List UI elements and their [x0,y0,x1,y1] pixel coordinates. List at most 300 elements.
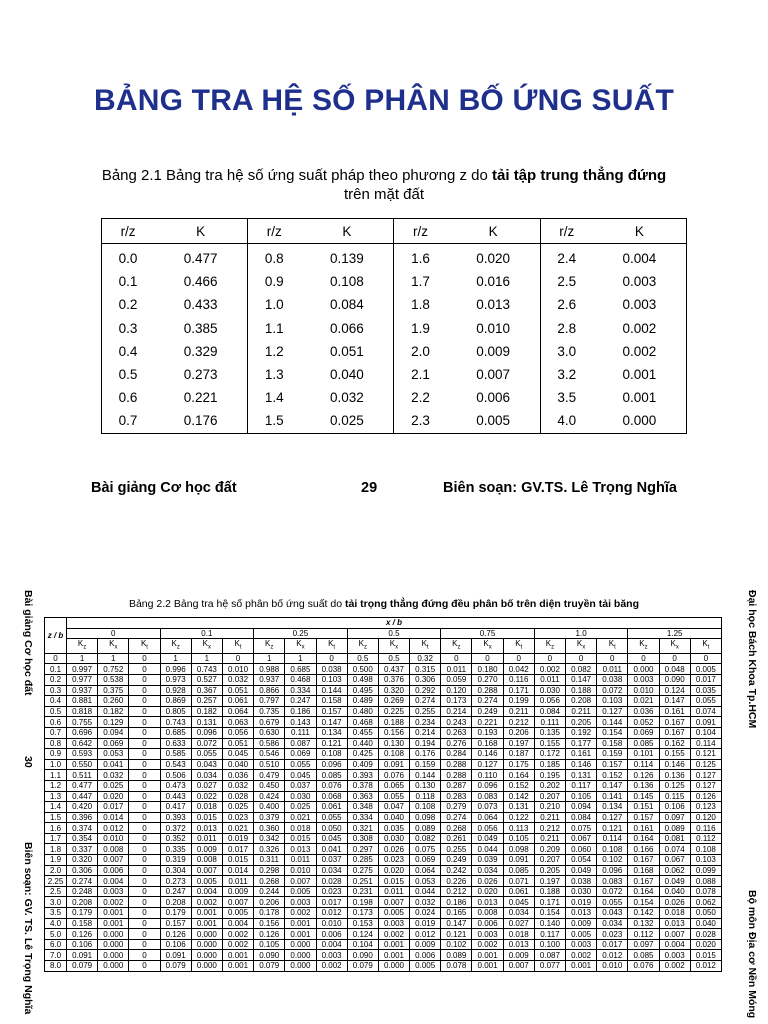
cell-value: 0.061 [503,886,534,897]
cell-value: 0.006 [316,929,347,940]
table-row [45,749,722,760]
cell-value: 0.067 [659,855,690,866]
cell-value: 0.023 [378,855,409,866]
cell-value: 0.038 [597,674,628,685]
cell-value: 0.075 [410,844,441,855]
table-row [45,961,722,972]
cell-value: 0.040 [222,759,253,770]
cell-value: 0.360 [254,823,285,834]
cell-value: 0.188 [378,717,409,728]
cell-zb: 7.0 [45,950,67,961]
cell-value: 0.103 [597,696,628,707]
cell-zb: 1.4 [45,802,67,813]
cell-value: 0.011 [222,876,253,887]
cell-k: 0.477 [154,244,248,271]
cell-value: 0 [129,738,160,749]
cell-value: 0.043 [191,759,222,770]
cell-value: 0.038 [316,664,347,675]
cell-value: 0.005 [378,908,409,919]
cell-value: 0.211 [566,706,597,717]
cell-value: 0.188 [534,886,565,897]
cell-value: 0.098 [503,844,534,855]
cell-rz: 1.8 [411,297,430,313]
cell-value: 0.019 [410,918,441,929]
cell-value: 0.023 [316,886,347,897]
cell-value: 0.007 [222,897,253,908]
cell-value: 0.131 [191,717,222,728]
cell-value: 0.287 [441,780,472,791]
cell-value: 0.145 [628,791,659,802]
cell-value: 0.342 [254,833,285,844]
cell-value: 0.158 [67,918,98,929]
cell-value: 0.048 [659,664,690,675]
cell-zb: 0.2 [45,674,67,685]
cell-value: 0.546 [254,749,285,760]
cell-value: 0.044 [472,844,503,855]
cell-value: 0.002 [378,929,409,940]
cell-value: 0.147 [316,717,347,728]
cell-value: 1 [67,653,98,664]
cell-value: 0.076 [628,961,659,972]
cell-value: 0.003 [566,939,597,950]
cell-value: 0.012 [316,908,347,919]
cell-value: 0.007 [98,855,129,866]
cell-value: 0.064 [410,865,441,876]
cell-value: 0.072 [191,738,222,749]
cell-value: 0.121 [316,738,347,749]
cell-value: 0.106 [160,939,191,950]
header-coefficient: $K_z$ [347,639,378,654]
table-row [45,717,722,728]
cell-value: 0 [316,653,347,664]
cell-value: 0 [129,791,160,802]
cell-value: 0.036 [628,706,659,717]
cell-value: 0.275 [347,865,378,876]
footer-page-number: 29 [361,480,378,496]
cell-value: 0.024 [410,908,441,919]
header-xb: x / b [67,618,722,629]
cell-value: 0.038 [566,876,597,887]
table-row [45,696,722,707]
cell-value: 0.000 [98,939,129,950]
side-author-label: Biên soạn: GV. TS. Lê Trọng Nghĩa [22,842,34,1015]
cell-zb: 1.9 [45,855,67,866]
cell-rz: 4.0 [540,409,593,433]
header-xb-value: 1.25 [628,628,722,639]
cell-value: 0.018 [285,823,316,834]
table-row [45,674,722,685]
cell-value: 0.179 [160,908,191,919]
table2-caption-bold: tải trọng thẳng đứng đều phân bố trên diện truyền tải băng [345,598,640,610]
cell-value: 0.735 [254,706,285,717]
header-rz: r/z [102,219,155,244]
cell-value: 0.103 [316,674,347,685]
cell-value: 0.249 [472,706,503,717]
cell-value: 0.306 [67,865,98,876]
header-coefficient: $K_x$ [285,639,316,654]
cell-value: 0.001 [472,961,503,972]
cell-value: 0.881 [67,696,98,707]
cell-value: 0.102 [597,855,628,866]
cell-value: 0.165 [441,908,472,919]
cell-value: 0.135 [534,727,565,738]
cell-value: 0.015 [690,950,721,961]
cell-value: 0.167 [659,727,690,738]
cell-value: 0.206 [254,897,285,908]
cell-value: 0.000 [191,950,222,961]
cell-value: 0.009 [503,950,534,961]
cell-value: 0.206 [503,727,534,738]
cell-k: 0.221 [154,386,248,409]
table-row [45,770,722,781]
cell-value: 0.042 [503,664,534,675]
cell-value: 0.011 [534,674,565,685]
cell-value: 0.212 [503,717,534,728]
cell-value: 0.000 [285,950,316,961]
cell-value: 0.375 [98,685,129,696]
cell-value: 0.008 [98,844,129,855]
cell-value: 0.147 [597,780,628,791]
cell-value: 0.064 [472,812,503,823]
header-rz: r/z [540,219,593,244]
header-k: K [300,219,394,244]
cell-value: 0 [129,749,160,760]
cell-value: 0.283 [441,791,472,802]
cell-value: 0 [129,855,160,866]
cell-k: 0.001 [593,386,687,409]
cell-value: 0.041 [98,759,129,770]
cell-value: 0.231 [347,886,378,897]
cell-value: 0.000 [285,961,316,972]
cell-value: 0.818 [67,706,98,717]
cell-value: 0.089 [659,823,690,834]
table-row [102,317,687,340]
cell-value: 0.255 [410,706,441,717]
cell-value: 0.063 [222,717,253,728]
cell-value: 0.121 [690,749,721,760]
cell-value: 0.006 [410,950,441,961]
table-row [102,293,687,316]
cell-value: 0 [129,717,160,728]
footer-course: Bài giảng Cơ học đất [91,480,237,496]
cell-k: 0.003 [593,270,687,293]
cell-value: 0.001 [285,929,316,940]
cell-value: 0.003 [659,950,690,961]
cell-value: 0.147 [441,918,472,929]
header-coefficient: $K_x$ [98,639,129,654]
cell-k: 0.001 [593,363,687,386]
table-row [45,823,722,834]
cell-rz: 2.4 [557,251,577,267]
cell-value: 0.108 [378,749,409,760]
cell-value: 0.055 [285,759,316,770]
cell-value: 0.027 [503,918,534,929]
cell-value: 0 [129,696,160,707]
cell-value: 0.002 [566,950,597,961]
cell-value: 0.167 [628,855,659,866]
cell-k: 0.005 [447,409,541,433]
cell-value: 0.120 [441,685,472,696]
cell-value: 0.005 [222,908,253,919]
header-coefficient: $K_x$ [659,639,690,654]
cell-value: 0.076 [316,780,347,791]
cell-value: 0.060 [566,844,597,855]
cell-value: 0.003 [472,929,503,940]
cell-value: 0.011 [285,855,316,866]
cell-value: 0.094 [98,727,129,738]
cell-value: 0.073 [472,802,503,813]
cell-value: 0.187 [503,749,534,760]
cell-value: 0.500 [347,664,378,675]
cell-k: 0.002 [593,340,687,363]
cell-value: 0 [503,653,534,664]
cell-value: 0.032 [222,674,253,685]
cell-value: 0.171 [534,897,565,908]
cell-value: 0.012 [690,961,721,972]
cell-value: 0.021 [285,812,316,823]
cell-value: 0.176 [410,749,441,760]
cell-value: 0.166 [628,844,659,855]
header-xb-value: 0.75 [441,628,535,639]
cell-value: 0.118 [410,791,441,802]
cell-value: 0.127 [690,780,721,791]
cell-value: 0.049 [566,865,597,876]
cell-value: 0.000 [98,929,129,940]
cell-value: 0.125 [690,759,721,770]
cell-value: 0.214 [441,706,472,717]
cell-value: 0.642 [67,738,98,749]
table-row [45,918,722,929]
cell-value: 0.002 [222,929,253,940]
cell-value: 0.168 [628,865,659,876]
cell-rz: 2.1 [411,367,430,383]
cell-value: 0.112 [690,833,721,844]
header-xb-value: 0.25 [254,628,348,639]
cell-value: 0.018 [191,802,222,813]
cell-value: 0.055 [316,812,347,823]
cell-value: 0.5 [347,653,378,664]
cell-value: 0.127 [472,759,503,770]
cell-zb: 0.5 [45,706,67,717]
cell-value: 0.040 [659,886,690,897]
cell-value: 0.000 [191,961,222,972]
cell-value: 0.049 [659,876,690,887]
cell-k: 0.176 [154,409,248,433]
cell-value: 0.010 [316,918,347,929]
cell-value: 0.157 [628,812,659,823]
cell-value: 0.134 [597,802,628,813]
cell-zb: 2.25 [45,876,67,887]
cell-value: 0.263 [441,727,472,738]
cell-value: 0.087 [534,950,565,961]
cell-value: 0.156 [378,727,409,738]
cell-zb: 2.0 [45,865,67,876]
cell-value: 0.32 [410,653,441,664]
cell-rz: 1.4 [264,390,284,406]
cell-value: 0.013 [566,908,597,919]
table-row [45,876,722,887]
cell-value: 0.123 [690,802,721,813]
cell-value: 0.180 [472,664,503,675]
cell-value: 0.013 [503,939,534,950]
cell-value: 0.111 [285,727,316,738]
strip-load-table [44,617,722,972]
cell-zb: 2.5 [45,886,67,897]
cell-value: 0.251 [347,876,378,887]
cell-zb: 1.8 [45,844,67,855]
cell-value: 0.071 [503,876,534,887]
cell-value: 0.311 [254,855,285,866]
cell-value: 0 [690,653,721,664]
cell-value: 0.089 [441,950,472,961]
cell-value: 0.132 [628,918,659,929]
cell-zb: 1.5 [45,812,67,823]
cell-value: 0.032 [410,897,441,908]
cell-value: 0.059 [441,674,472,685]
cell-rz: 1.6 [411,251,430,267]
cell-zb: 6.0 [45,939,67,950]
header-coefficient: $K_t$ [503,639,534,654]
cell-value: 0 [129,844,160,855]
cell-value: 0.157 [316,706,347,717]
cell-value: 0.140 [534,918,565,929]
cell-value: 0.192 [566,727,597,738]
cell-value: 0.104 [347,939,378,950]
cell-value: 0.247 [285,696,316,707]
cell-value: 0.337 [67,844,98,855]
header-coefficient: $K_x$ [191,639,222,654]
cell-value: 0.025 [98,780,129,791]
cell-value: 0.056 [472,823,503,834]
cell-k: 0.108 [300,270,394,293]
cell-value: 0.075 [566,823,597,834]
cell-value: 0.151 [628,802,659,813]
cell-value: 0.034 [191,770,222,781]
cell-value: 0.134 [316,727,347,738]
cell-rz: 1.5 [248,409,301,433]
cell-value: 0.096 [316,759,347,770]
cell-value: 0.937 [67,685,98,696]
cell-value: 0.017 [222,844,253,855]
cell-value: 0.045 [222,749,253,760]
cell-value: 0.020 [472,886,503,897]
cell-value: 0.450 [254,780,285,791]
cell-zb: 0.6 [45,717,67,728]
cell-value: 0.010 [628,685,659,696]
cell-value: 1 [191,653,222,664]
cell-value: 0.006 [472,918,503,929]
cell-value: 0.052 [628,717,659,728]
cell-rz: 0.9 [264,274,284,290]
cell-value: 0.117 [566,780,597,791]
cell-value: 0.937 [254,674,285,685]
cell-value: 0.083 [472,791,503,802]
cell-value: 0.506 [160,770,191,781]
cell-value: 0.226 [441,876,472,887]
cell-value: 0 [129,727,160,738]
table1-header-row [102,219,687,244]
cell-value: 0.072 [597,886,628,897]
cell-value: 0 [129,929,160,940]
cell-value: 0.221 [472,717,503,728]
table-row [102,363,687,386]
table-row [45,759,722,770]
cell-value: 0.034 [597,918,628,929]
cell-value: 0.152 [597,770,628,781]
cell-value: 0.409 [347,759,378,770]
cell-value: 0.103 [690,855,721,866]
cell-k: 0.020 [447,244,541,271]
cell-value: 0.124 [659,685,690,696]
cell-value: 0.002 [285,908,316,919]
cell-value: 0.208 [67,897,98,908]
cell-rz: 2.8 [557,320,577,336]
cell-value: 0.374 [67,823,98,834]
cell-value: 0.005 [410,961,441,972]
cell-value: 0.379 [254,812,285,823]
cell-value: 0.083 [597,876,628,887]
cell-value: 0.208 [160,897,191,908]
cell-value: 0.144 [316,685,347,696]
cell-value: 0.195 [534,770,565,781]
cell-value: 0.055 [191,749,222,760]
cell-k: 0.007 [447,363,541,386]
cell-zb: 1.0 [45,759,67,770]
table-row [102,386,687,409]
cell-value: 0.047 [378,802,409,813]
cell-value: 0.155 [659,749,690,760]
cell-value: 0.076 [378,770,409,781]
cell-value: 0.007 [659,929,690,940]
cell-value: 0 [129,685,160,696]
cell-value: 0.498 [347,674,378,685]
cell-value: 0.067 [566,833,597,844]
cell-value: 0.585 [160,749,191,760]
cell-value: 0.175 [503,759,534,770]
cell-value: 0.085 [628,738,659,749]
cell-zb: 3.0 [45,897,67,908]
cell-value: 0.209 [534,844,565,855]
cell-value: 0.001 [472,950,503,961]
cell-value: 0.182 [191,706,222,717]
cell-value: 0.009 [222,886,253,897]
cell-value: 0.315 [410,664,441,675]
cell-value: 0.045 [503,897,534,908]
cell-value: 0.185 [534,759,565,770]
cell-value: 0.157 [597,759,628,770]
cell-value: 0.085 [316,770,347,781]
cell-rz: 1.9 [411,320,430,336]
point-load-table [101,218,687,434]
cell-zb: 1.3 [45,791,67,802]
cell-value: 0.030 [566,886,597,897]
cell-value: 0 [129,918,160,929]
cell-value: 0 [129,865,160,876]
cell-value: 0.198 [347,897,378,908]
cell-value: 0.172 [534,749,565,760]
table-row [102,270,687,293]
cell-value: 0.039 [472,855,503,866]
cell-value: 0.136 [628,780,659,791]
table1-caption-line2: trên mặt đất [343,186,425,203]
cell-value: 0.030 [378,833,409,844]
cell-rz: 0.1 [102,270,155,293]
header-coefficient: $K_z$ [254,639,285,654]
cell-value: 0.126 [160,929,191,940]
cell-value: 0.146 [566,759,597,770]
cell-value: 0.055 [597,897,628,908]
header-zb: z / b [45,618,67,654]
